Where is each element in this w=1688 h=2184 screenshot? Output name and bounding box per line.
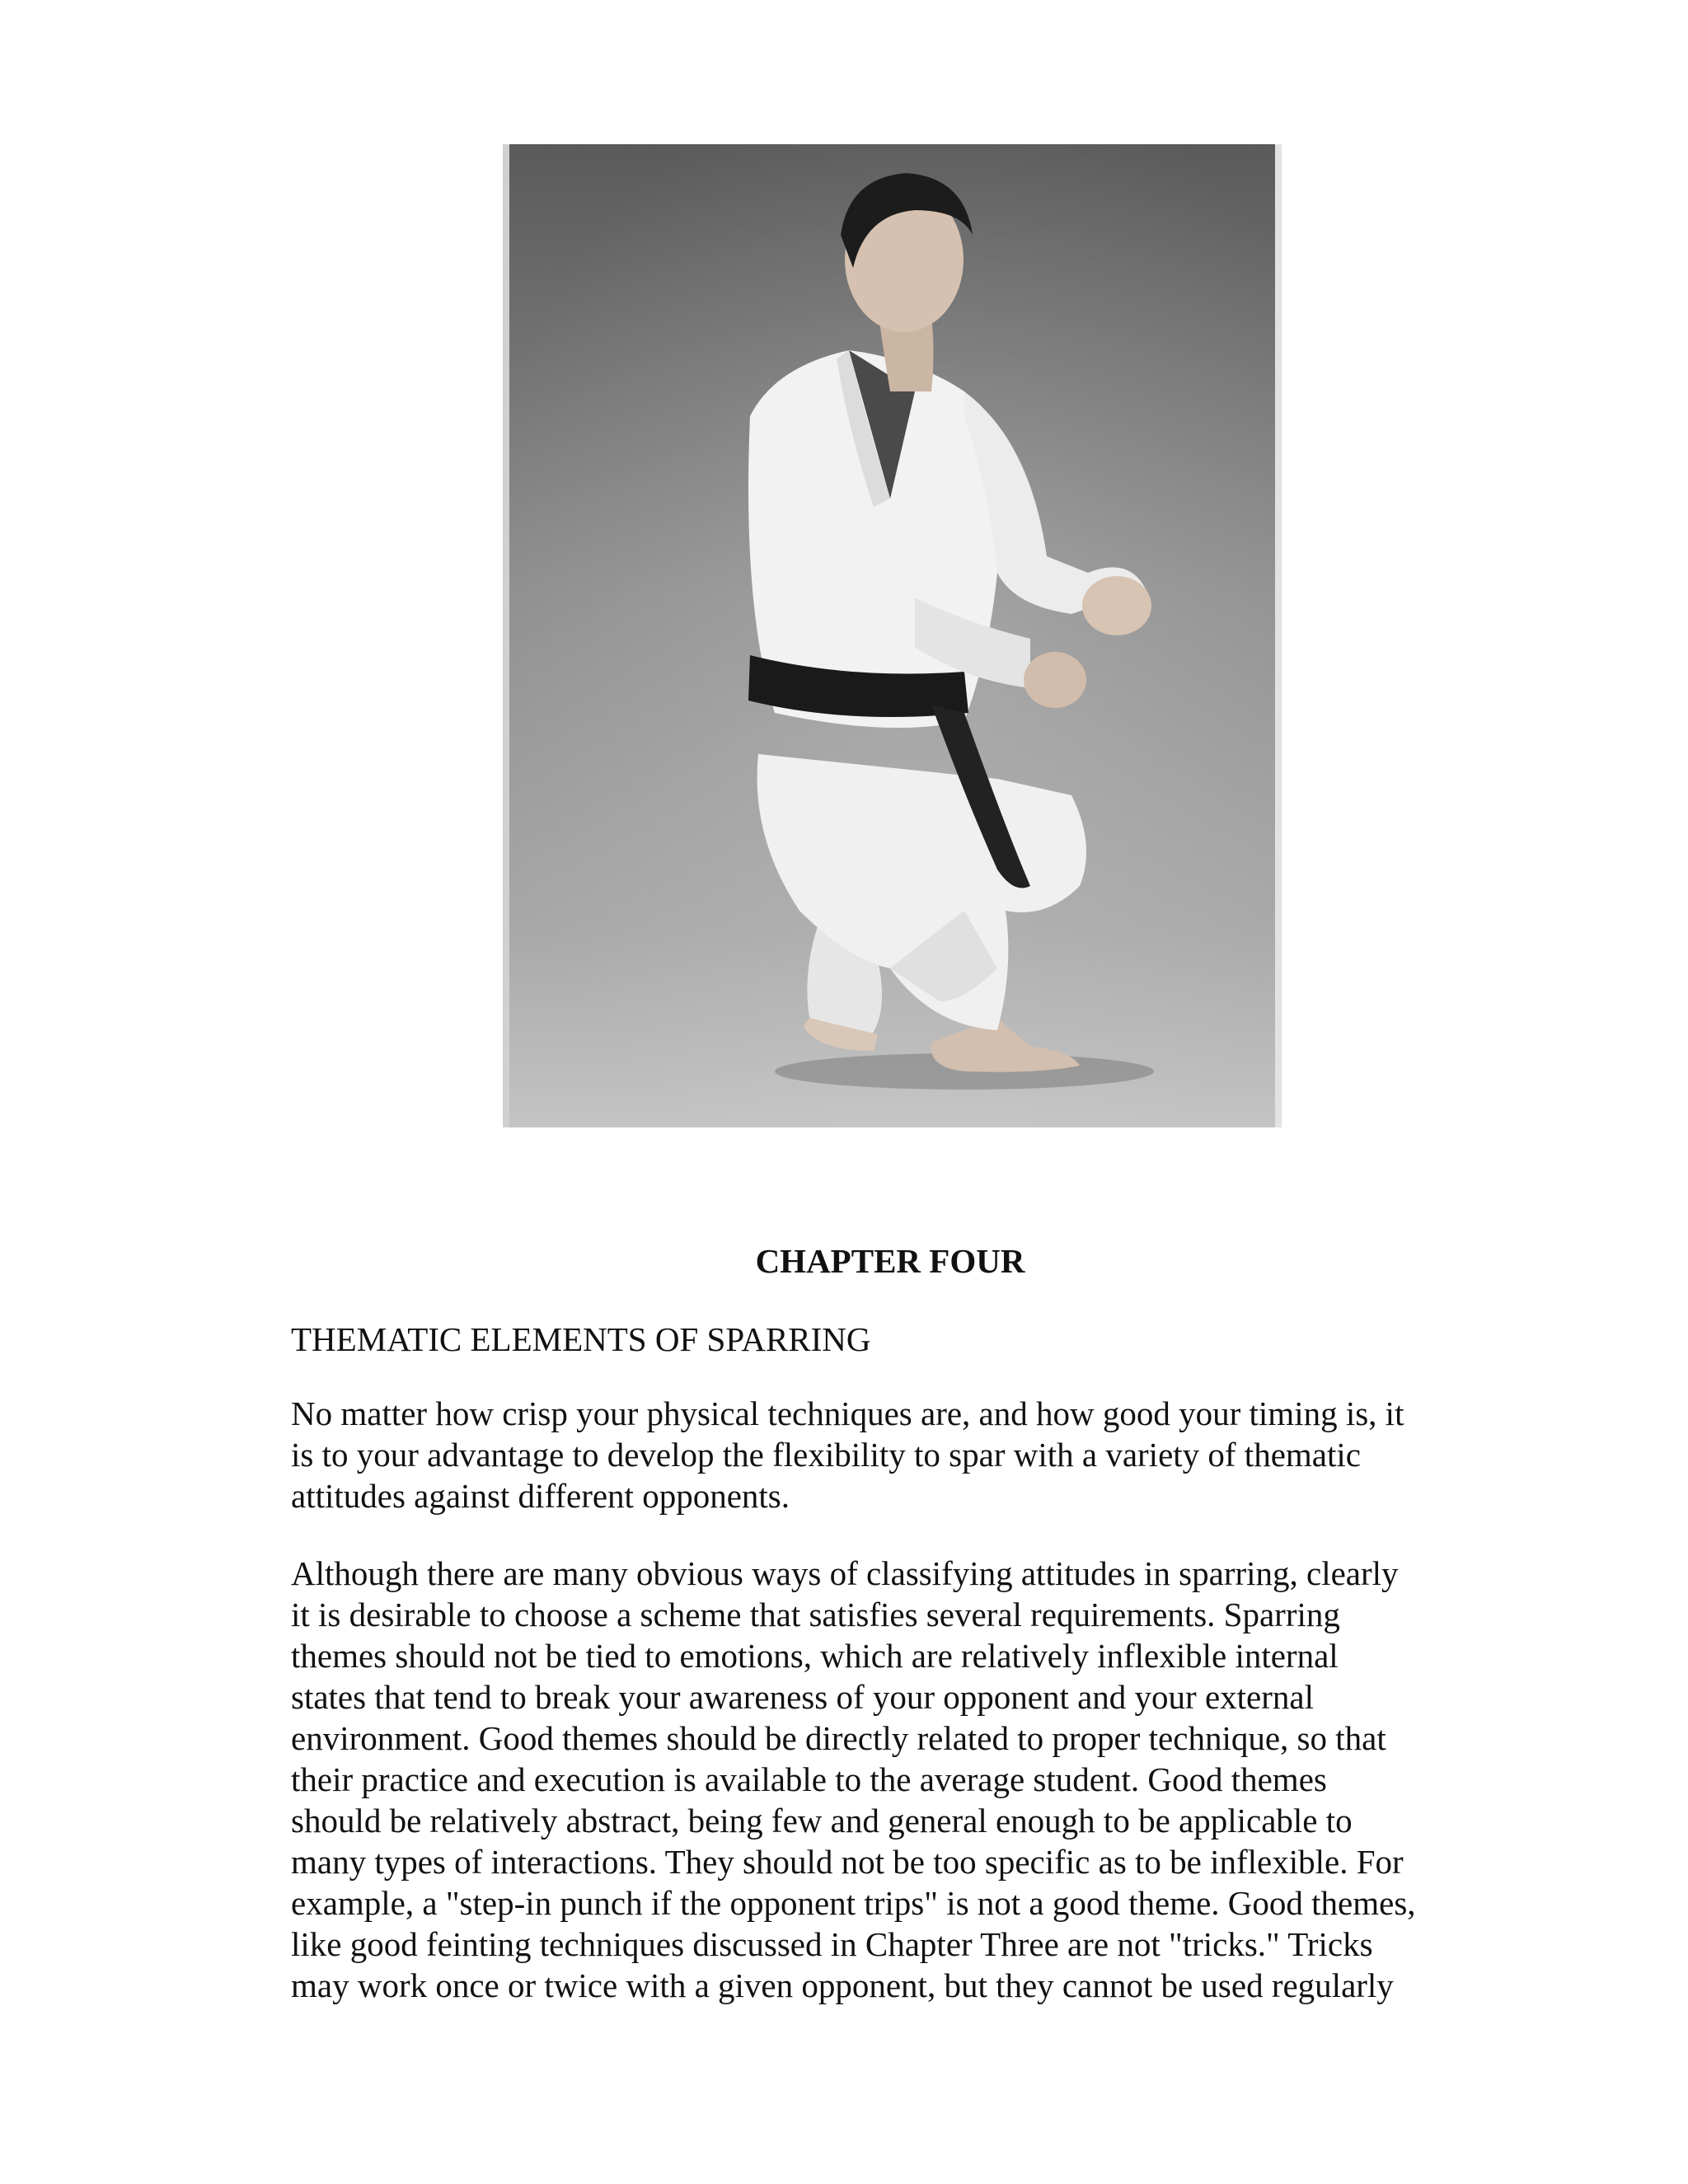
karate-stance-photo: [503, 144, 1282, 1127]
section-heading: THEMATIC ELEMENTS OF SPARRING: [291, 1320, 871, 1358]
paragraph-line: Although there are many obvious ways of classifying attitudes in sparring, clearly: [291, 1554, 1399, 1592]
chapter-title: CHAPTER FOUR: [755, 1242, 1025, 1280]
body-paragraph: [291, 1553, 1416, 2006]
paragraph-line: may work once or twice with a given opponent, but they cannot be used regularly: [291, 1966, 1394, 2004]
photo-illustration: [503, 144, 1282, 1127]
paragraph-line: it is desirable to choose a scheme that satisfies several requirements. Sparring: [291, 1596, 1340, 1633]
paragraph-line: environment. Good themes should be directly related to proper technique, so that: [291, 1719, 1386, 1757]
paragraph-line: No matter how crisp your physical techniques are, and how good your timing is, it: [291, 1394, 1404, 1432]
paragraph-line: should be relatively abstract, being few and general enough to be applicable to: [291, 1802, 1353, 1840]
paragraph-line: their practice and execution is available to the average student. Good themes: [291, 1760, 1327, 1798]
paragraph-line: attitudes against different opponents.: [291, 1477, 790, 1515]
paragraph-line: is to your advantage to develop the flexibility to spar with a variety of thematic: [291, 1436, 1361, 1474]
paragraph-line: themes should not be tied to emotions, which are relatively inflexible internal: [291, 1637, 1339, 1675]
paragraph-line: states that tend to break your awareness of your opponent and your external: [291, 1678, 1314, 1716]
paragraph-line: example, a "step-in punch if the opponent trips" is not a good theme. Good themes,: [291, 1884, 1416, 1922]
paragraph-line: many types of interactions. They should not be too specific as to be inflexible. For: [291, 1843, 1404, 1881]
body-paragraph: [291, 1393, 1404, 1516]
paragraph-line: like good feinting techniques discussed in Chapter Three are not "tricks." Tricks: [291, 1925, 1373, 1963]
